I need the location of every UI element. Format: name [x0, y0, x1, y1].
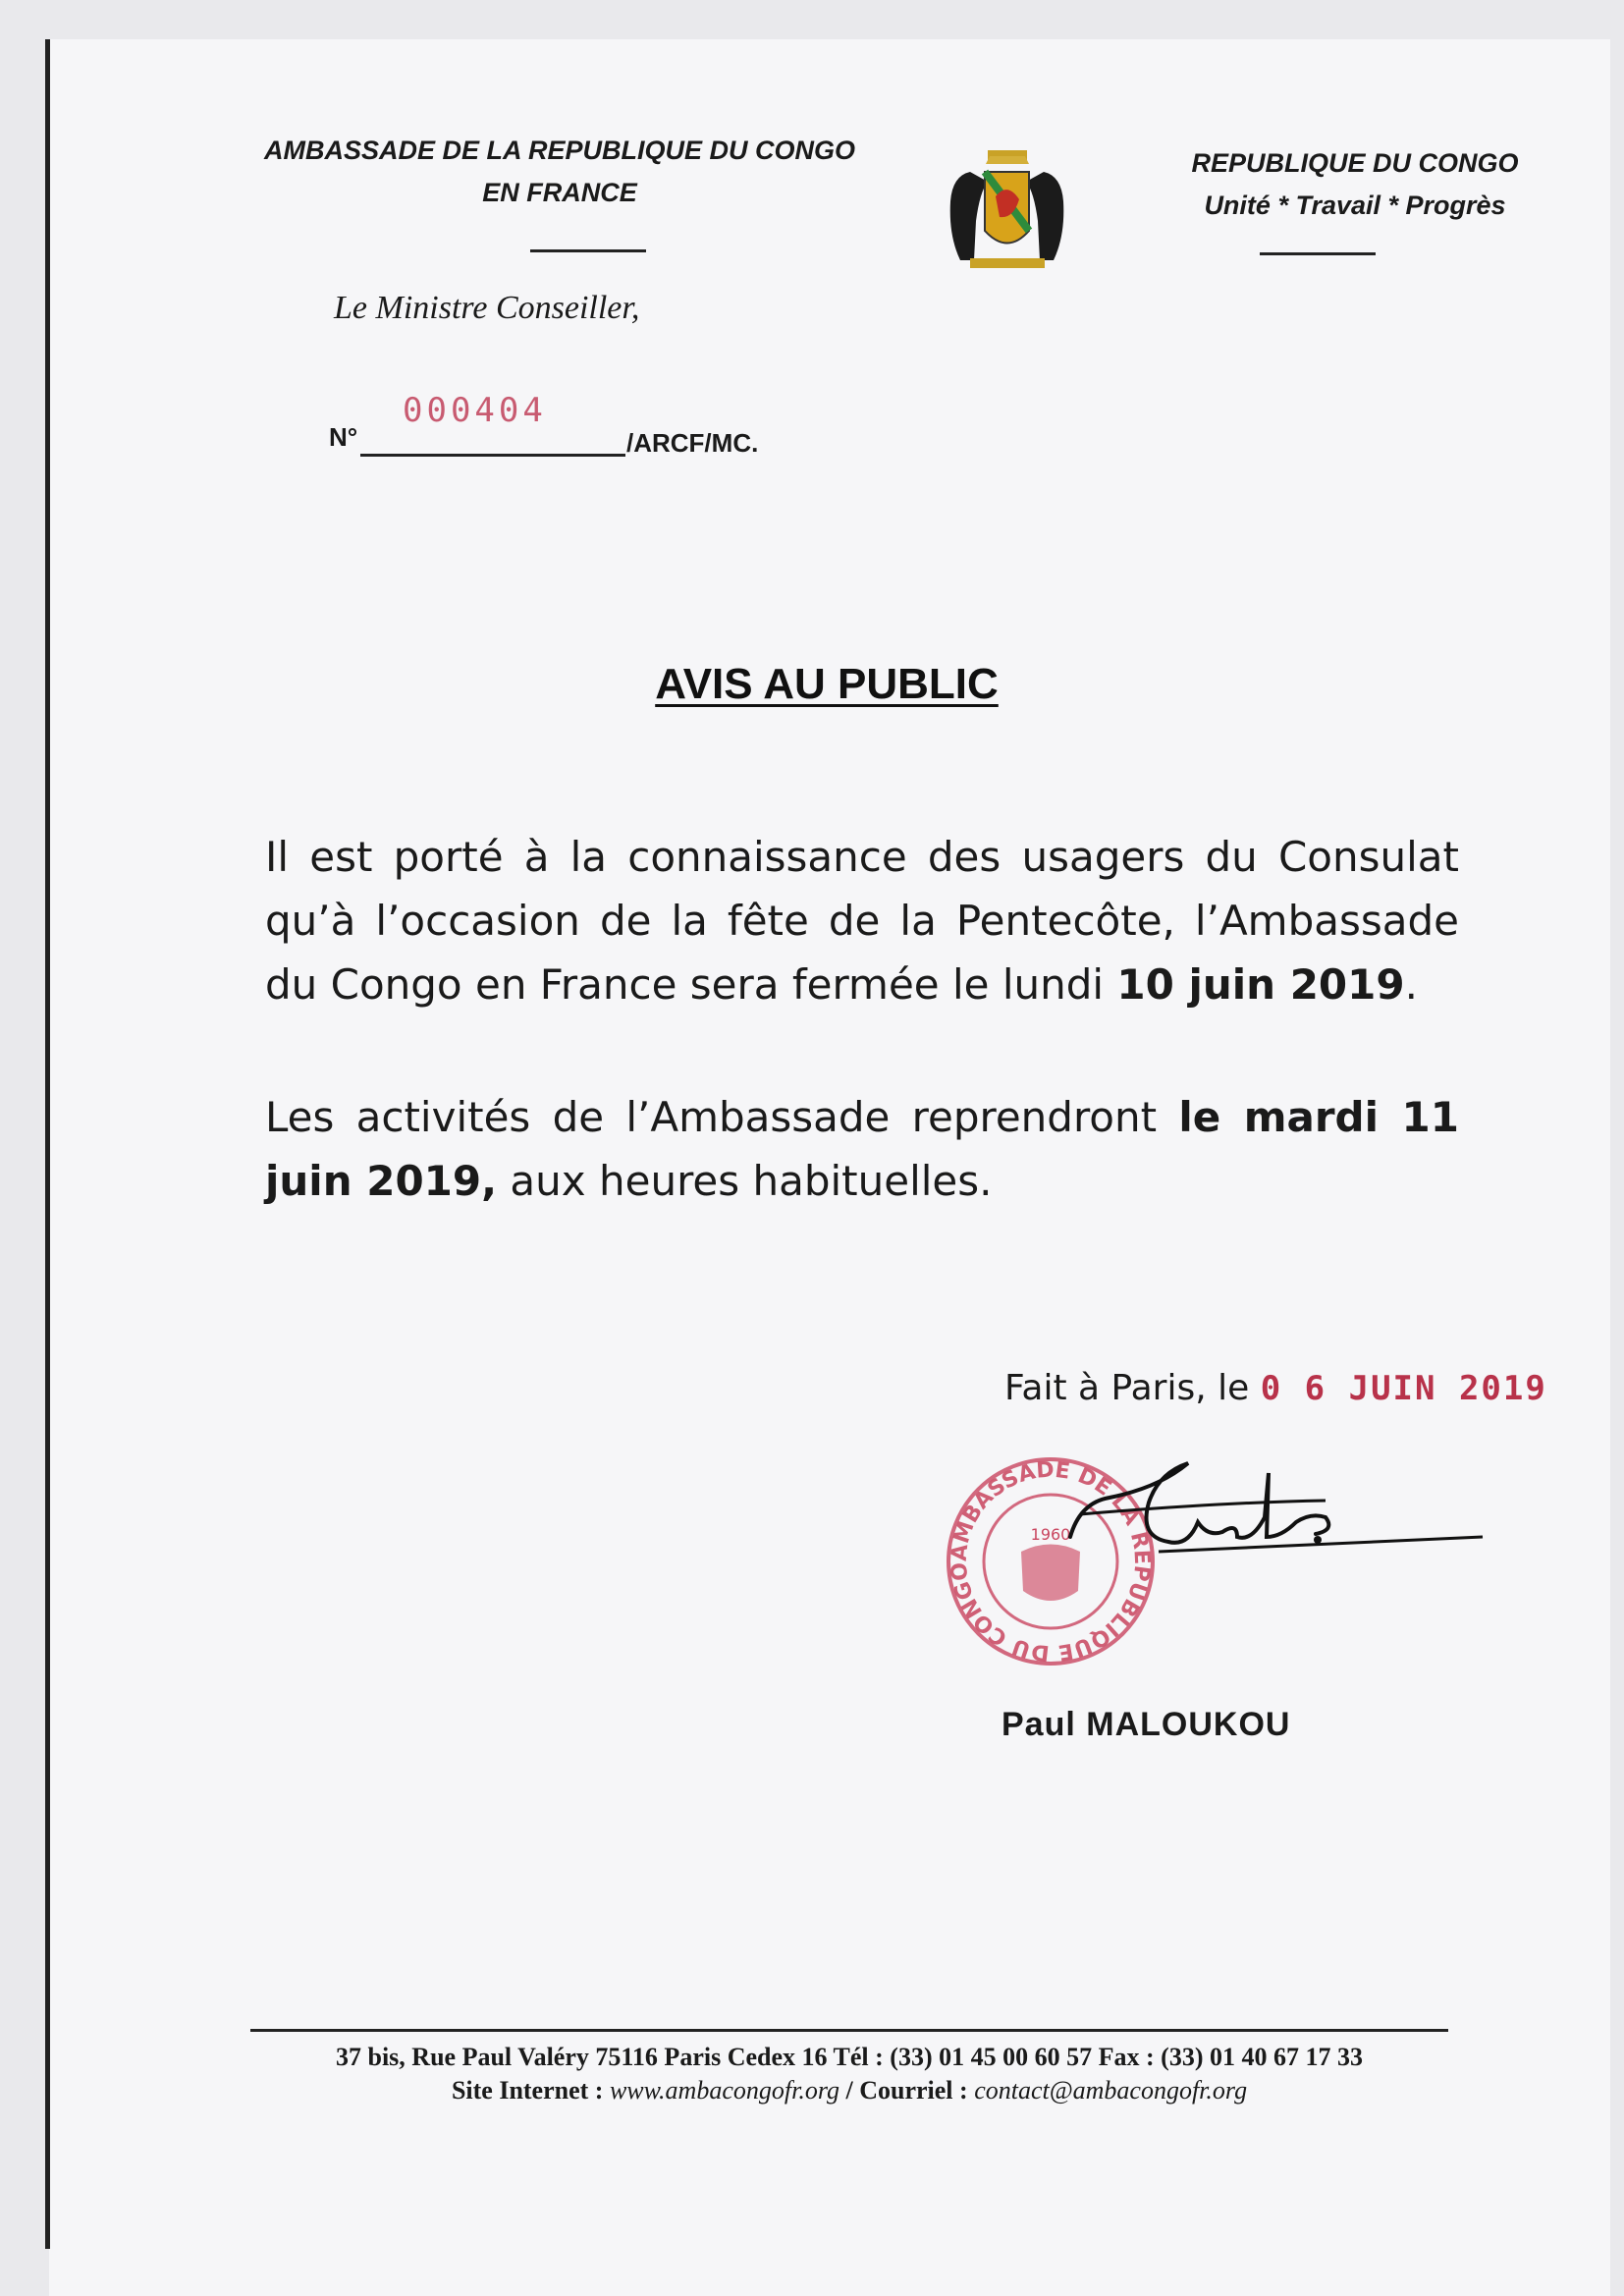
footer-rule	[250, 2029, 1448, 2032]
scan-edge	[45, 39, 50, 2249]
footer-contact	[250, 2074, 1448, 2107]
sender-title: Le Ministre Conseiller,	[334, 290, 640, 326]
paragraph-2-end: aux heures habituelles.	[497, 1157, 993, 1205]
paragraph-1-closure-date: 10 juin 2019	[1116, 960, 1405, 1009]
header-right-rule	[1260, 252, 1376, 255]
header-right-line2: Unité * Travail * Progrès	[1204, 191, 1506, 220]
reference-suffix: /ARCF/MC.	[626, 428, 759, 458]
footer-site-url[interactable]: www.ambacongofr.org	[609, 2076, 839, 2105]
paragraph-1-end: .	[1404, 960, 1418, 1009]
footer-mail[interactable]: contact@ambacongofr.org	[974, 2076, 1248, 2105]
footer-separator: /	[845, 2076, 853, 2105]
reference-underline	[360, 454, 625, 457]
paragraph-1-text: Il est porté à la connaissance des usagers du Consulat qu’à l’occasion de la fête de la Pentecôte, l’Ambassade du Congo en France sera fermée le lundi	[265, 833, 1459, 1009]
header-right-line1: REPUBLIQUE DU CONGO	[1191, 148, 1519, 178]
footer-site-label: Site Internet :	[451, 2076, 604, 2105]
paragraph-2-text: Les activités de l’Ambassade reprendront	[265, 1093, 1179, 1141]
footer	[250, 2041, 1448, 2107]
notice-paragraph-1	[265, 825, 1459, 1016]
header-left-rule	[530, 249, 646, 252]
signatory-name: Paul MALOUKOU	[1001, 1706, 1291, 1743]
notice-title: AVIS AU PUBLIC	[655, 660, 999, 708]
date-stamp: 0 6 JUIN 2019	[1260, 1369, 1547, 1408]
header-left-line2: EN FRANCE	[482, 178, 637, 207]
reference-prefix: N°	[329, 422, 358, 452]
coat-of-arms-emblem	[931, 142, 1083, 275]
handwritten-signature	[1041, 1444, 1502, 1581]
header-left	[255, 130, 864, 214]
footer-address: 37 bis, Rue Paul Valéry 75116 Paris Cedex 16 Tél : (33) 01 45 00 60 57 Fax : (33) 01 40 67 17 33	[336, 2043, 1363, 2071]
reference-number-stamp: 000404	[403, 391, 547, 430]
seal-motto: 1960	[1030, 1525, 1071, 1544]
place-prefix: Fait à Paris, le	[1004, 1368, 1250, 1408]
notice-paragraph-2	[265, 1085, 1459, 1213]
place-and-date	[1004, 1368, 1547, 1408]
header-right	[1168, 142, 1542, 227]
seal-ring-text: AMBASSADE DE LA REPUBLIQUE DU CONGO	[947, 1457, 1155, 1666]
footer-mail-label: Courriel :	[859, 2076, 968, 2105]
header-left-line1: AMBASSADE DE LA REPUBLIQUE DU CONGO	[263, 136, 856, 165]
paragraph-2-reopen-date: le mardi 11 juin 2019,	[265, 1093, 1459, 1205]
